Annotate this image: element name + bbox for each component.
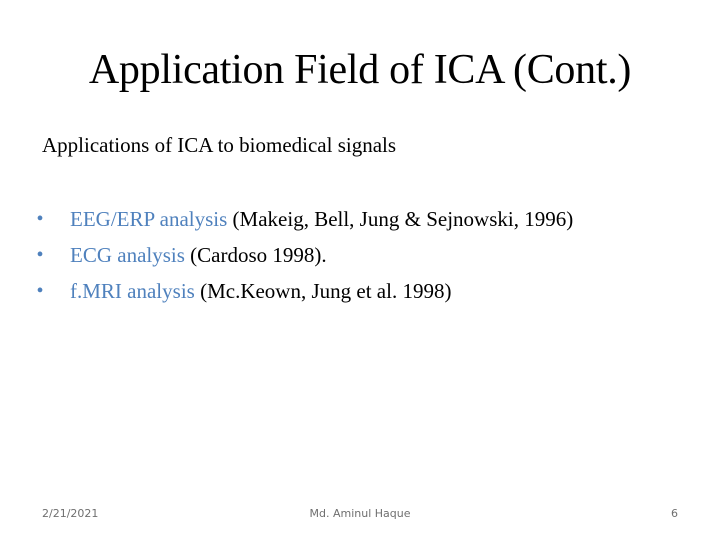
footer-author: Md. Aminul Haque	[309, 507, 411, 520]
footer-date: 2/21/2021	[42, 507, 99, 520]
bullet-point-icon: •	[36, 280, 44, 302]
bullet-reference: (Makeig, Bell, Jung & Sejnowski, 1996)	[227, 207, 574, 231]
slide-title: Application Field of ICA (Cont.)	[88, 47, 632, 93]
bullet-reference: (Mc.Keown, Jung et al. 1998)	[194, 279, 452, 303]
bullet-item-ecg	[28, 237, 573, 273]
bullet-list	[28, 201, 573, 309]
bullet-item-fmri	[28, 273, 573, 309]
bullet-point-icon: •	[36, 208, 44, 230]
bullet-item-eeg	[28, 201, 573, 237]
bullet-point-icon: •	[36, 244, 44, 266]
footer-page-number: 6	[671, 507, 678, 520]
bullet-topic: ECG analysis	[70, 243, 185, 267]
bullet-topic: EEG/ERP analysis	[70, 207, 228, 231]
bullet-reference: (Cardoso 1998).	[184, 243, 327, 267]
slide-subtitle: Applications of ICA to biomedical signals	[42, 133, 397, 157]
bullet-topic: f.MRI analysis	[70, 279, 195, 303]
